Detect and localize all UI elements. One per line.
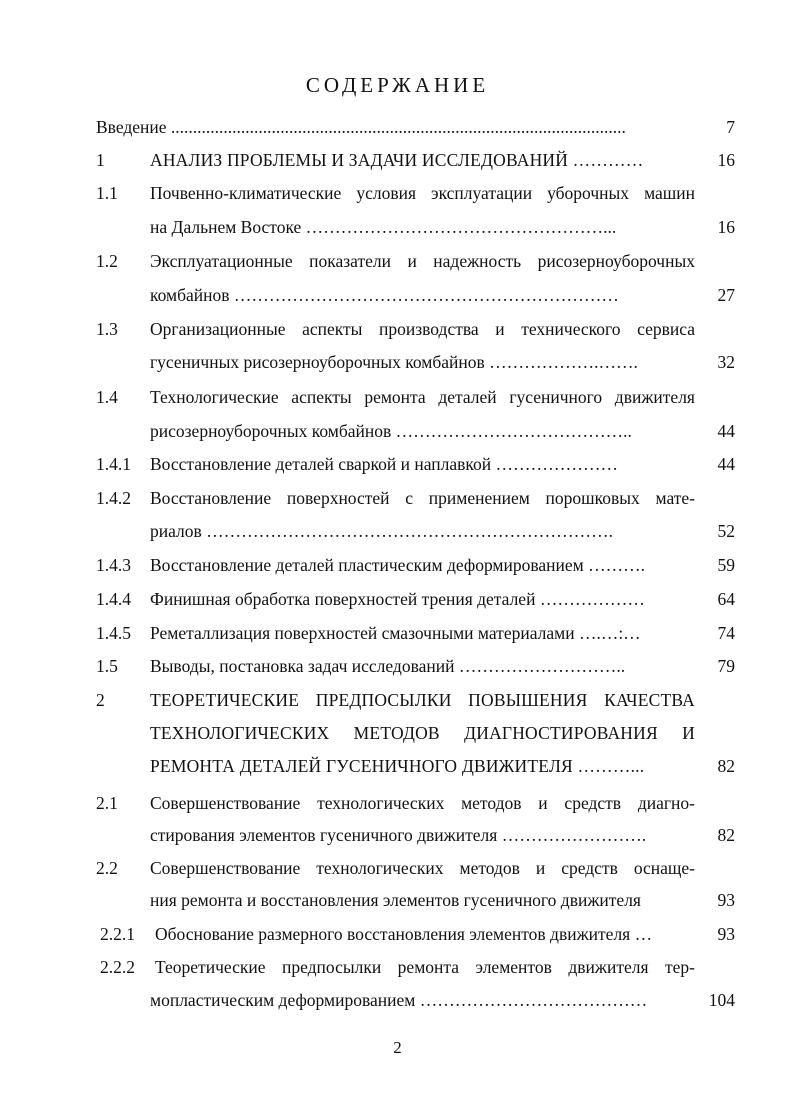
toc-entry-1-4-2-cont[interactable]: риалов ……………………………………………………………. — [150, 521, 614, 541]
toc-number: 2.2.2 — [100, 957, 135, 977]
toc-number: 1.4.3 — [96, 555, 131, 575]
toc-number: 1.4.2 — [96, 488, 131, 508]
toc-entry-2-1-cont[interactable]: стирования элементов гусеничного движителя ……………………. — [150, 825, 647, 845]
toc-number: 2.2.1 — [100, 924, 135, 944]
toc-page: 27 — [717, 285, 735, 305]
toc-number: 1.2 — [96, 251, 118, 271]
page-number: 2 — [393, 1038, 402, 1057]
toc-number: 2.2 — [96, 858, 118, 878]
toc-entry-1-4-2[interactable]: Восстановление поверхностей с применением порошковых мате- — [150, 488, 695, 508]
toc-page: 79 — [717, 656, 735, 676]
toc-page: 93 — [717, 890, 735, 910]
toc-page: 16 — [717, 150, 735, 170]
toc-page: 82 — [717, 825, 735, 845]
toc-entry-1-4-3[interactable]: Восстановление деталей пластическим деформированием ………. — [150, 555, 645, 575]
toc-entry-1-4[interactable]: Технологические аспекты ремонта деталей гусеничного движителя — [150, 387, 695, 407]
toc-entry-2-2-2-cont[interactable]: мопластическим деформированием ………………………………… — [150, 990, 648, 1010]
toc-page: 16 — [717, 217, 735, 237]
toc-number: 2 — [96, 690, 105, 710]
toc-page: 93 — [717, 924, 735, 944]
toc-entry-1-3-cont[interactable]: гусеничных рисозерноуборочных комбайнов ……………….……. — [150, 352, 638, 372]
toc-entry-1-1[interactable]: Почвенно-климатические условия эксплуатации уборочных машин — [150, 183, 695, 203]
toc-page: 44 — [717, 421, 735, 441]
toc-entry-1-4-1[interactable]: Восстановление деталей сваркой и наплавкой ………………… — [150, 454, 619, 474]
toc-entry-1[interactable]: АНАЛИЗ ПРОБЛЕМЫ И ЗАДАЧИ ИССЛЕДОВАНИЙ ………… — [150, 150, 644, 170]
toc-page: 59 — [717, 555, 735, 575]
toc-entry-2-1[interactable]: Совершенствование технологических методов и средств диагно- — [150, 793, 695, 813]
toc-number: 1.3 — [96, 319, 118, 339]
toc-page: 74 — [717, 623, 735, 643]
toc-entry-2-2-cont[interactable]: ния ремонта и восстановления элементов гусеничного движителя — [150, 890, 641, 910]
toc-entry-1-4-cont[interactable]: рисозерноуборочных комбайнов ………………………………….. — [150, 421, 632, 441]
toc-page: 82 — [717, 756, 735, 776]
toc-number: 1.4.4 — [96, 589, 131, 609]
toc-number: 1.4.1 — [96, 454, 131, 474]
toc-entry-introduction[interactable]: Введение ........................................................................................................ — [96, 117, 626, 137]
toc-entry-1-2[interactable]: Эксплуатационные показатели и надежность рисозерноуборочных — [150, 251, 695, 271]
toc-entry-1-4-4[interactable]: Финишная обработка поверхностей трения деталей ……………… — [150, 589, 645, 609]
toc-page: 7 — [726, 117, 735, 137]
toc-entry-1-3[interactable]: Организационные аспекты производства и технического сервиса — [150, 319, 695, 339]
toc-number: 1.1 — [96, 183, 118, 203]
toc-page: 52 — [717, 521, 735, 541]
toc-entry-2-2-1[interactable]: Обоснование размерного восстановления элементов движителя … — [155, 924, 653, 944]
toc-entry-2-2[interactable]: Совершенствование технологических методов и средств оснаще- — [150, 858, 695, 878]
toc-entry-1-4-5[interactable]: Реметаллизация поверхностей смазочными материалами ….…:… — [150, 623, 641, 643]
toc-entry-1-2-cont[interactable]: комбайнов ………………………………………………………… — [150, 285, 619, 305]
toc-page: 104 — [708, 990, 735, 1010]
toc-entry-2-2-2[interactable]: Теоретические предпосылки ремонта элементов движителя тер- — [155, 957, 695, 977]
toc-page: 44 — [717, 454, 735, 474]
toc-page: 32 — [717, 352, 735, 372]
toc-number: 1.4 — [96, 387, 118, 407]
toc-number: 1 — [96, 150, 105, 170]
toc-entry-2-cont[interactable]: ТЕХНОЛОГИЧЕСКИХ МЕТОДОВ ДИАГНОСТИРОВАНИЯ И — [150, 723, 695, 743]
toc-entry-2[interactable]: ТЕОРЕТИЧЕСКИЕ ПРЕДПОСЫЛКИ ПОВЫШЕНИЯ КАЧЕСТВА — [150, 690, 695, 710]
page-title: СОДЕРЖАНИЕ — [305, 73, 490, 97]
toc-number: 2.1 — [96, 793, 118, 813]
toc-entry-1-1-cont[interactable]: на Дальнем Востоке ……………………………………………... — [150, 217, 617, 237]
toc-entry-2-cont[interactable]: РЕМОНТА ДЕТАЛЕЙ ГУСЕНИЧНОГО ДВИЖИТЕЛЯ ………... — [150, 756, 645, 776]
toc-number: 1.5 — [96, 656, 118, 676]
toc-page: 64 — [717, 589, 735, 609]
toc-number: 1.4.5 — [96, 623, 131, 643]
toc-entry-1-5[interactable]: Выводы, постановка задач исследований ……………………….. — [150, 656, 626, 676]
